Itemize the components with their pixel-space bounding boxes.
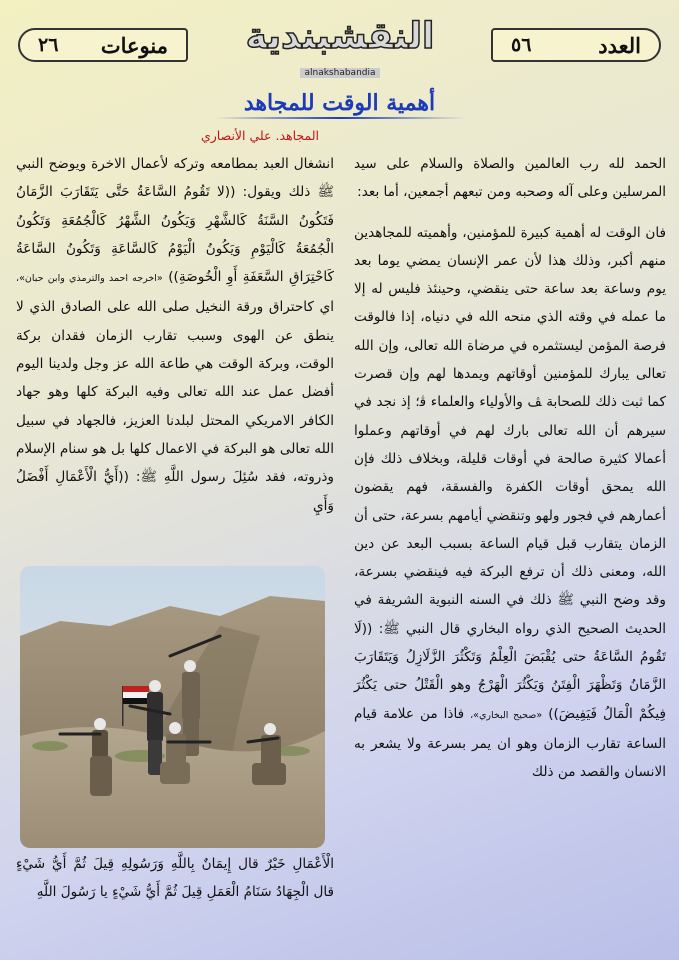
article-author: المجاهد. علي الأنصاري bbox=[200, 128, 319, 143]
left-column-bottom bbox=[16, 850, 334, 919]
logo-subtitle: alnakshabandia bbox=[300, 68, 379, 78]
left-column bbox=[16, 150, 334, 532]
article-photo bbox=[20, 566, 325, 848]
left-paragraph-1: انشغال العبد بمطامعه وتركه لأعمال الاخرة ويوضح النبي ﷺ ذلك ويقول: ((لا تَقُومُ السَّاعَةُ حَتَّى يَتَقَارَبَ الزَّمَانُ فَتَكُونُ السَّنَةُ كَالشَّهْرِ وَيَكُونُ الشَّهْرُ كَالْجُمُعَةِ وَتَكُونُ الْجُمُعَةُ كَالْيَوْمِ وَيَكُونُ الْيَوْمُ كَالسَّاعَةِ وَتَكُونُ السَّاعَةُ كَاحْتِرَاقِ السَّعَفَةِ أَوِ الْخُوصَةِ)) bbox=[16, 156, 335, 286]
right-paragraph-2-text: فان الوقت له أهمية كبيرة للمؤمنين، وأهميته للمجاهدين منهم أكبر، وذلك هذا لأن عمر الإنسان يمضي يوما بعد يوم وساعة بعد ساعة حتى ينقضي، وحينئذ فليس له إلا ما عمله في وقته الذي منحه الله في دنياه، إذا فالوقت فرصة المؤمن ليستثمره في مرضاة الله تعالى، وإن الله تعالى يبارك للمؤمنين أوقاتهم ويمدها لهم وإن قصرت كما ثبت ذلك للصحابة ﭫ والأولياء والعلماء ﭬ؛ إذ نجد في سيرهم أن الله تعالى بارك لهم في أوقاتهم وعملوا أعمالا كثيرة صالحة في أوقات قليلة، وبخلاف ذلك فإن الله يمحق أوقات الكفرة والفسقة، فهم يقضون أعمارهم في فجور ولهو وتنقضي أيامهم بسرعة، حتى أن الزمان يتقارب قبل قيام الساعة بسبب البعد عن دين الله، ومعنى ذلك أن ترفع البركة فيه فينقضي بسرعة، وقد وضح النبي ﷺ ذلك في السنه النبوية الشريفة في الحديث الصحيح الذي رواه البخاري قال النبي ﷺ: bbox=[354, 224, 666, 637]
issue-number: ٥٦ bbox=[511, 34, 532, 56]
left-bottom-text: الْأَعْمَالِ خَيْرٌ قال إِيمَانٌ بِاللَّهِ وَرَسُولِهِ قِيلَ ثُمَّ أَيُّ شَيْءٍ قال الْجِهَادُ سَنَامُ الْعَمَلِ قِيلَ ثُمَّ أَيُّ شَيْءٍ يا رَسُولَ اللَّهِ bbox=[16, 856, 334, 901]
left-reference: «اخرجه احمد والترمذي وابن حبان»، bbox=[16, 273, 163, 285]
right-paragraph-1: الحمد لله رب العالمين والصلاة والسلام على سيد المرسلين وعلى آله وصحبه ومن تبعهم أجمعين، أما بعد: bbox=[354, 156, 666, 201]
page-number: ٢٦ bbox=[38, 34, 59, 56]
magazine-logo bbox=[244, 14, 436, 76]
hadith-reference: «صحيح البخاري»، bbox=[470, 709, 543, 721]
title-underline bbox=[214, 117, 466, 119]
right-column bbox=[354, 150, 666, 799]
issue-label: العدد bbox=[598, 32, 641, 58]
article-title: أهمية الوقت للمجاهد bbox=[243, 90, 436, 116]
right-paragraph-2 bbox=[354, 219, 666, 787]
logo-title: النقشبندية bbox=[245, 16, 435, 57]
left-paragraph-2: اي كاحتراق ورقة النخيل صلى الله على الصادق الذي لا ينطق عن الهوى وسبب تقارب الزمان فقدان بركة الوقت، وبركة الوقت هي طاعة الله عز وجل ولدينا اليوم أفضل عمل عند الله تعالى وفيه البركة كلها وهو جهاد الكافر الامريكي المحتل لبلدنا العزيز، فالجهاد في سبيل الله تعالى هو البركة في الاعمال كلها بل هو سنام الإسلام وذروته، فقد سُئِلَ رسول اللَّهِ ﷺ: ((أَيُّ الْأَعْمَالِ أَفْضَلُ وَأَيِ bbox=[16, 299, 334, 514]
right-paragraph-3: فاذا من علامة قيام الساعة تقارب الزمان وهو ان يمر بسرعة ولا يشعر به الانسان والقصد من ذلك bbox=[354, 705, 666, 781]
left-paragraph bbox=[16, 150, 334, 520]
hadith-text: ((لَا تَقُومُ السَّاعَةُ حتى يُقْبَضَ الْعِلْمُ وَتَكْثُرَ الزَّلَازِلُ وَيَتَقَارَبَ الزَّمَانُ وَتَظْهَرَ الْفِتَنُ وَيَكْثُرَ الْهَرْجُ وهو الْقَتْلُ حتى يَكْثُرَ فِيكُمْ الْمَالُ فَيَفِيضَ)) bbox=[354, 620, 667, 722]
section-tag bbox=[18, 28, 188, 62]
section-label: منوعات bbox=[100, 32, 168, 58]
issue-tag bbox=[491, 28, 661, 62]
